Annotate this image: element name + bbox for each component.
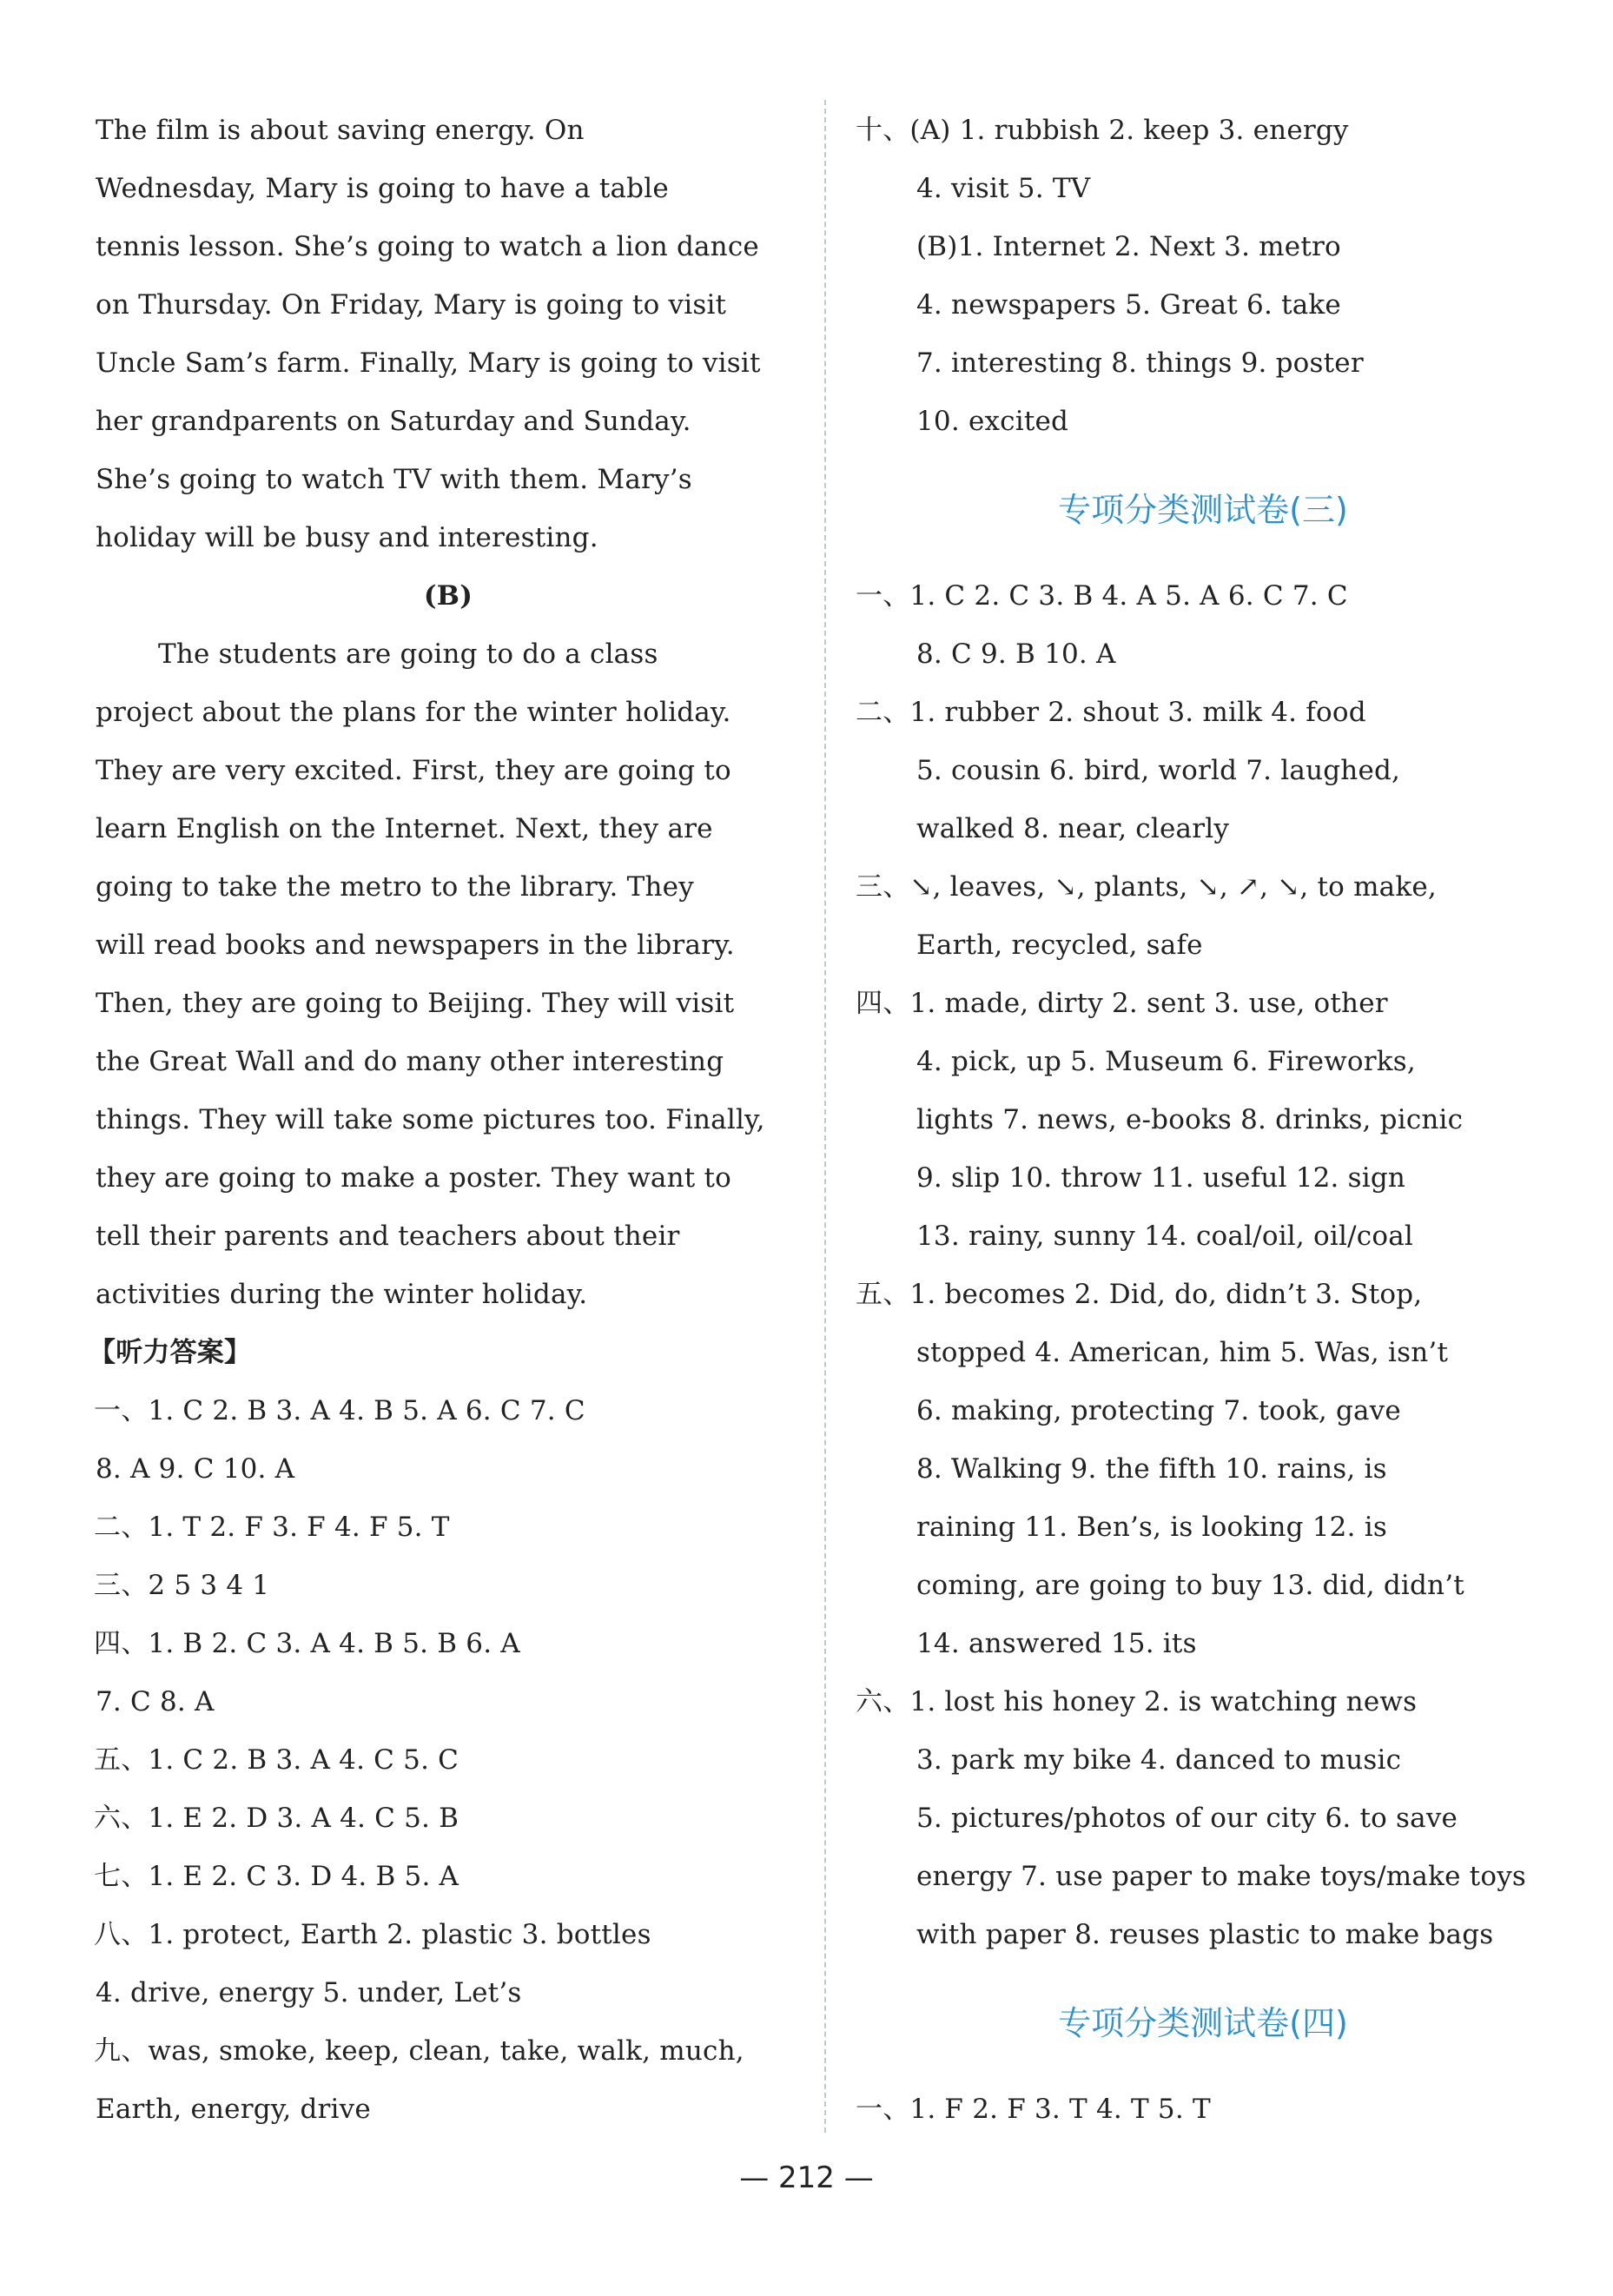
text-line: tell their parents and teachers about their (96, 1221, 680, 1252)
answer-line: 9. slip 10. throw 11. useful 12. sign (916, 1162, 1406, 1194)
text-line: things. They will take some pictures too. Finally, (96, 1104, 765, 1135)
answer-line: 3. park my bike 4. danced to music (916, 1744, 1402, 1776)
answer-line: 10. excited (916, 406, 1069, 437)
answer-line: 8. C 9. B 10. A (916, 639, 1116, 670)
text-line: on Thursday. On Friday, Mary is going to visit (96, 289, 727, 321)
answer-line: stopped 4. American, him 5. Was, isn’t (916, 1337, 1449, 1368)
answer-line: 七、1. E 2. C 3. D 4. B 5. A (94, 1861, 459, 1892)
answer-line: 一、1. C 2. C 3. B 4. A 5. A 6. C 7. C (856, 580, 1348, 612)
answer-line: with paper 8. reuses plastic to make bags (916, 1919, 1494, 1950)
answer-line: 九、was, smoke, keep, clean, take, walk, much, (94, 2035, 744, 2067)
answer-line: (B)1. Internet 2. Next 3. metro (916, 231, 1341, 262)
text-line: learn English on the Internet. Next, they are (96, 813, 713, 844)
answer-line: 4. drive, energy 5. under, Let’s (96, 1977, 522, 2008)
text-line: her grandparents on Saturday and Sunday. (96, 406, 691, 437)
answer-line: 二、1. T 2. F 3. F 4. F 5. T (94, 1512, 450, 1543)
answer-line: 14. answered 15. its (916, 1628, 1197, 1659)
answer-line: 六、1. E 2. D 3. A 4. C 5. B (94, 1803, 459, 1834)
section-title-3: 专项分类测试卷(三) (1058, 491, 1348, 529)
answer-line: 一、1. F 2. F 3. T 4. T 5. T (856, 2094, 1211, 2125)
answer-line: coming, are going to buy 13. did, didn’t (916, 1570, 1464, 1601)
answer-line: 6. making, protecting 7. took, gave (916, 1395, 1401, 1426)
answer-line: 四、1. made, dirty 2. sent 3. use, other (856, 988, 1388, 1019)
answer-line: Earth, recycled, safe (916, 930, 1203, 961)
text-line: The students are going to do a class (158, 639, 658, 670)
text-line: activities during the winter holiday. (96, 1279, 588, 1310)
passage-b-label: (B) (423, 580, 473, 612)
text-line: Then, they are going to Beijing. They will visit (96, 988, 735, 1019)
text-line: going to take the metro to the library. They (96, 871, 694, 903)
answer-line: 7. C 8. A (96, 1686, 215, 1717)
answer-line: 五、1. becomes 2. Did, do, didn’t 3. Stop, (856, 1279, 1423, 1310)
answer-line: 8. A 9. C 10. A (96, 1453, 295, 1485)
answer-line: 13. rainy, sunny 14. coal/oil, oil/coal (916, 1221, 1413, 1252)
text-line: project about the plans for the winter holiday. (96, 697, 731, 728)
answer-line: energy 7. use paper to make toys/make toys (916, 1861, 1527, 1892)
answer-line: 五、1. C 2. B 3. A 4. C 5. C (94, 1744, 459, 1776)
answer-line: 4. newspapers 5. Great 6. take (916, 289, 1341, 321)
answer-line: 三、2 5 3 4 1 (94, 1570, 270, 1601)
answer-line: 二、1. rubber 2. shout 3. milk 4. food (856, 697, 1366, 728)
answer-line: 4. visit 5. TV (916, 173, 1091, 204)
answer-line: 8. Walking 9. the fifth 10. rains, is (916, 1453, 1387, 1485)
text-line: Uncle Sam’s farm. Finally, Mary is going to visit (96, 347, 761, 379)
answer-line: 5. cousin 6. bird, world 7. laughed, (916, 755, 1401, 786)
column-divider (824, 100, 826, 2133)
text-line: They are very excited. First, they are going to (96, 755, 731, 786)
answer-line: 7. interesting 8. things 9. poster (916, 347, 1364, 379)
answer-line: 四、1. B 2. C 3. A 4. B 5. B 6. A (94, 1628, 520, 1659)
text-line: will read books and newspapers in the library. (96, 930, 735, 961)
answer-line: walked 8. near, clearly (916, 813, 1230, 844)
text-line: they are going to make a poster. They want to (96, 1162, 732, 1194)
section-title-4: 专项分类测试卷(四) (1058, 2004, 1348, 2042)
answer-line: 六、1. lost his honey 2. is watching news (856, 1686, 1418, 1717)
text-line: holiday will be busy and interesting. (96, 522, 598, 553)
page-number: — 212 — (739, 2160, 874, 2195)
answer-line: Earth, energy, drive (96, 2094, 371, 2125)
answer-line: 三、↘, leaves, ↘, plants, ↘, ↗, ↘, to make, (856, 871, 1437, 903)
text-line: She’s going to watch TV with them. Mary’s (96, 464, 692, 495)
answer-line: lights 7. news, e-books 8. drinks, picnic (916, 1104, 1464, 1135)
answer-line: raining 11. Ben’s, is looking 12. is (916, 1512, 1387, 1543)
text-line: tennis lesson. She’s going to watch a lion dance (96, 231, 759, 262)
text-line: Wednesday, Mary is going to have a table (96, 173, 669, 204)
text-line: The film is about saving energy. On (96, 115, 585, 146)
answer-line: 5. pictures/photos of our city 6. to save (916, 1803, 1458, 1834)
text-line: the Great Wall and do many other interesting (96, 1046, 724, 1077)
answer-line: 一、1. C 2. B 3. A 4. B 5. A 6. C 7. C (94, 1395, 585, 1426)
answer-line: 八、1. protect, Earth 2. plastic 3. bottles (94, 1919, 651, 1950)
answer-line: 4. pick, up 5. Museum 6. Fireworks, (916, 1046, 1416, 1077)
listening-answers-title: 【听力答案】 (89, 1337, 252, 1368)
answer-line: 十、(A) 1. rubbish 2. keep 3. energy (856, 115, 1349, 146)
